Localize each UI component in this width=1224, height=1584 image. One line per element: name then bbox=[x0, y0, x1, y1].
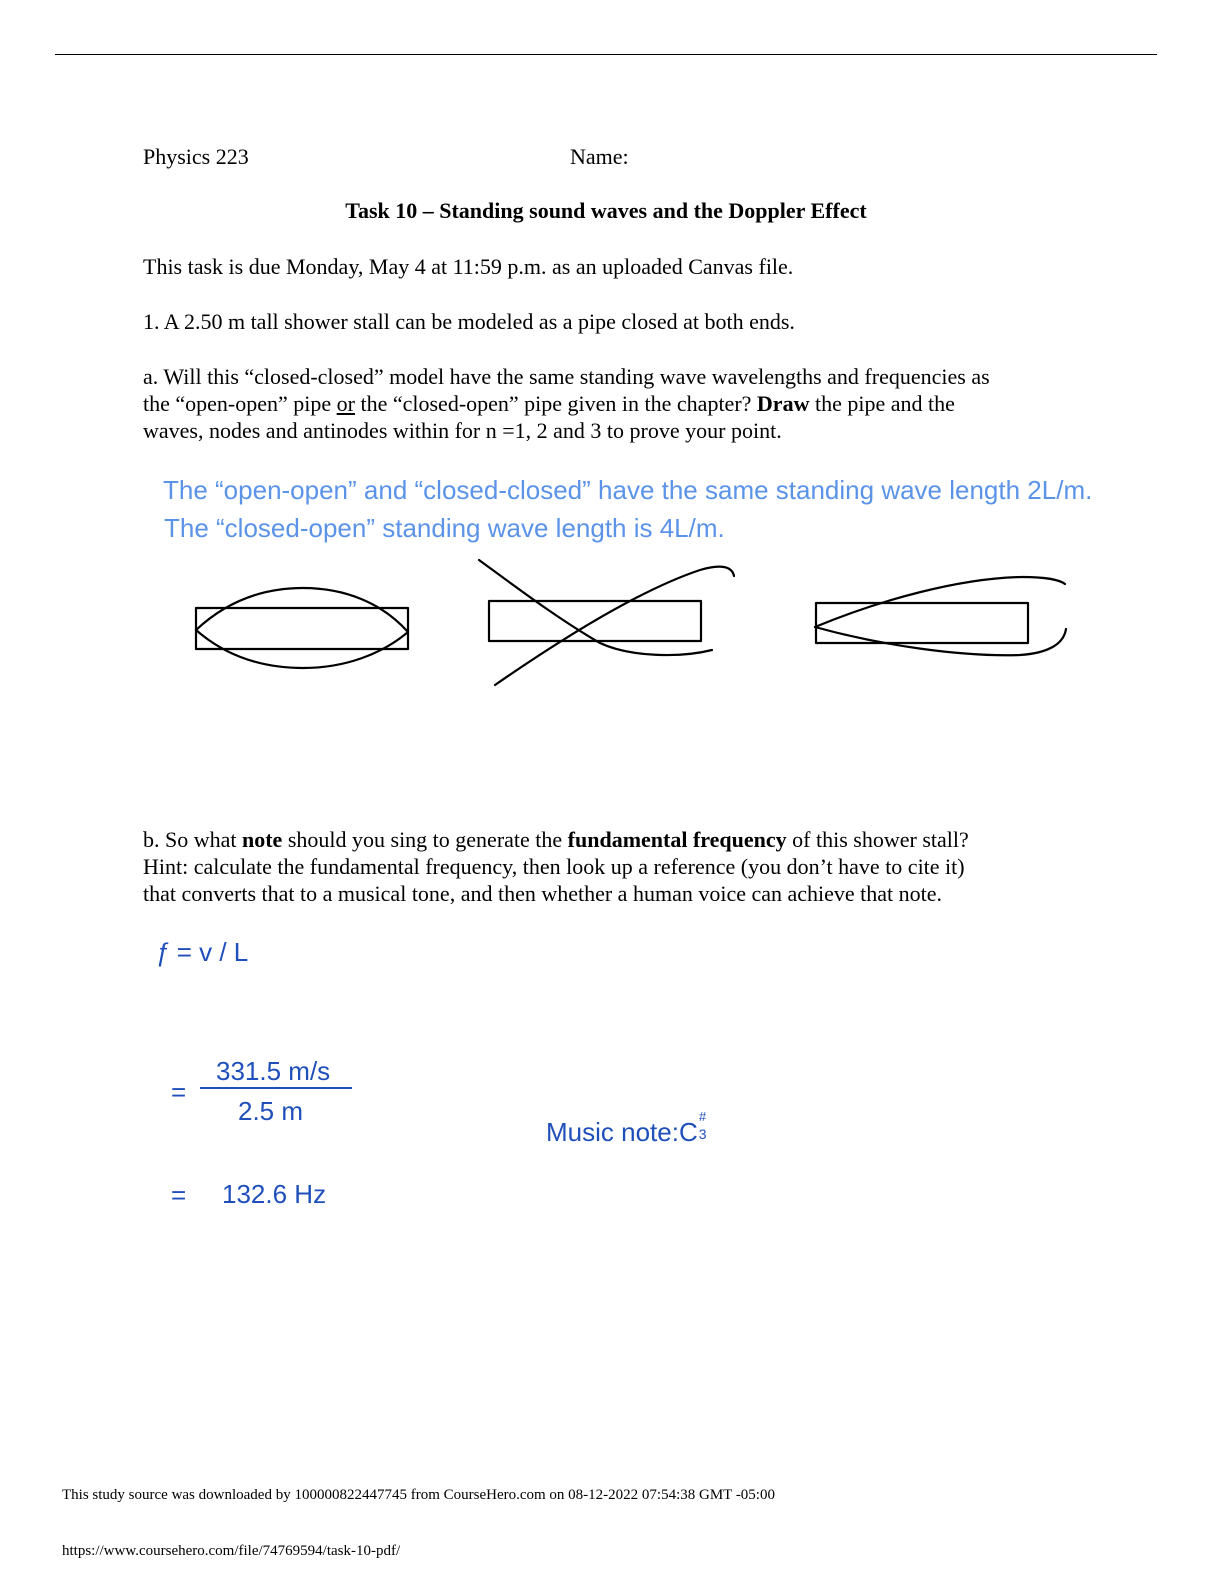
name-label: Name: bbox=[570, 144, 629, 169]
q1b-line1 bbox=[143, 826, 969, 853]
music-note-marks bbox=[698, 1109, 710, 1142]
fraction-denominator: 2.5 m bbox=[238, 1096, 304, 1126]
music-note-letter: C bbox=[678, 1117, 698, 1147]
pipe-3-rect bbox=[816, 603, 1028, 643]
music-note-label: Music note: bbox=[546, 1117, 679, 1147]
q1-prompt: 1. A 2.50 m tall shower stall can be modeled as a pipe closed at both ends. bbox=[143, 309, 795, 334]
q1a-or: or bbox=[336, 391, 355, 416]
q1b-line2: Hint: calculate the fundamental frequency, then look up a reference (you don’t have to cite it) bbox=[143, 854, 965, 879]
due-note: This task is due Monday, May 4 at 11:59 p.m. as an uploaded Canvas file. bbox=[143, 254, 794, 279]
footer-url[interactable]: https://www.coursehero.com/file/74769594/task-10-pdf/ bbox=[62, 1543, 401, 1559]
page-title: Task 10 – Standing sound waves and the Doppler Effect bbox=[345, 198, 867, 223]
q1a-line2-post: the pipe and the bbox=[809, 391, 955, 416]
result-frequency: 132.6 Hz bbox=[222, 1179, 327, 1209]
q1b-fundamental-bold: fundamental frequency bbox=[567, 827, 787, 852]
pipe-1-rect bbox=[196, 608, 408, 649]
q1b-line3: that converts that to a musical tone, and then whether a human voice can achieve that note. bbox=[143, 881, 943, 906]
q1a-line3: waves, nodes and antinodes within for n =1, 2 and 3 to prove your point. bbox=[143, 418, 782, 443]
q1b-line1-pre: b. So what bbox=[143, 827, 242, 852]
fraction-bar bbox=[200, 1087, 352, 1089]
q1a-line1: a. Will this “closed-closed” model have the same standing wave wavelengths and frequencies as bbox=[143, 364, 990, 389]
answer-a-line2: The “closed-open” standing wave length is 4L/m. bbox=[164, 513, 725, 543]
pipe-1-wave-upper bbox=[196, 588, 408, 632]
fraction-numerator: 331.5 m/s bbox=[216, 1056, 331, 1086]
answer-a-line1: The “open-open” and “closed-closed” have the same standing wave length 2L/m. bbox=[163, 475, 1093, 505]
q1b-note-bold: note bbox=[242, 827, 283, 852]
footer-source: This study source was downloaded by 100000822447745 from CourseHero.com on 08-12-2022 07:54:38 GMT -05:00 bbox=[62, 1487, 775, 1503]
music-note-octave: 3 bbox=[698, 1126, 707, 1142]
q1b-line1-post: of this shower stall? bbox=[786, 827, 969, 852]
music-note-sharp: # bbox=[698, 1109, 706, 1124]
course-label: Physics 223 bbox=[143, 144, 249, 169]
q1a-line2-mid: the “closed-open” pipe given in the chapter? bbox=[354, 391, 757, 416]
formula bbox=[155, 937, 248, 968]
formula-f: ƒ bbox=[155, 937, 170, 967]
formula-rest: = v / L bbox=[169, 937, 249, 967]
q1b-line1-mid: should you sing to generate the bbox=[282, 827, 568, 852]
equals-1: = bbox=[171, 1077, 187, 1107]
pipe-2-wave-b bbox=[495, 567, 734, 685]
equals-2: = bbox=[171, 1180, 187, 1210]
q1a-line2-pre: the “open-open” pipe bbox=[143, 391, 337, 416]
q1a-draw: Draw bbox=[756, 391, 810, 416]
music-note bbox=[546, 1109, 710, 1148]
